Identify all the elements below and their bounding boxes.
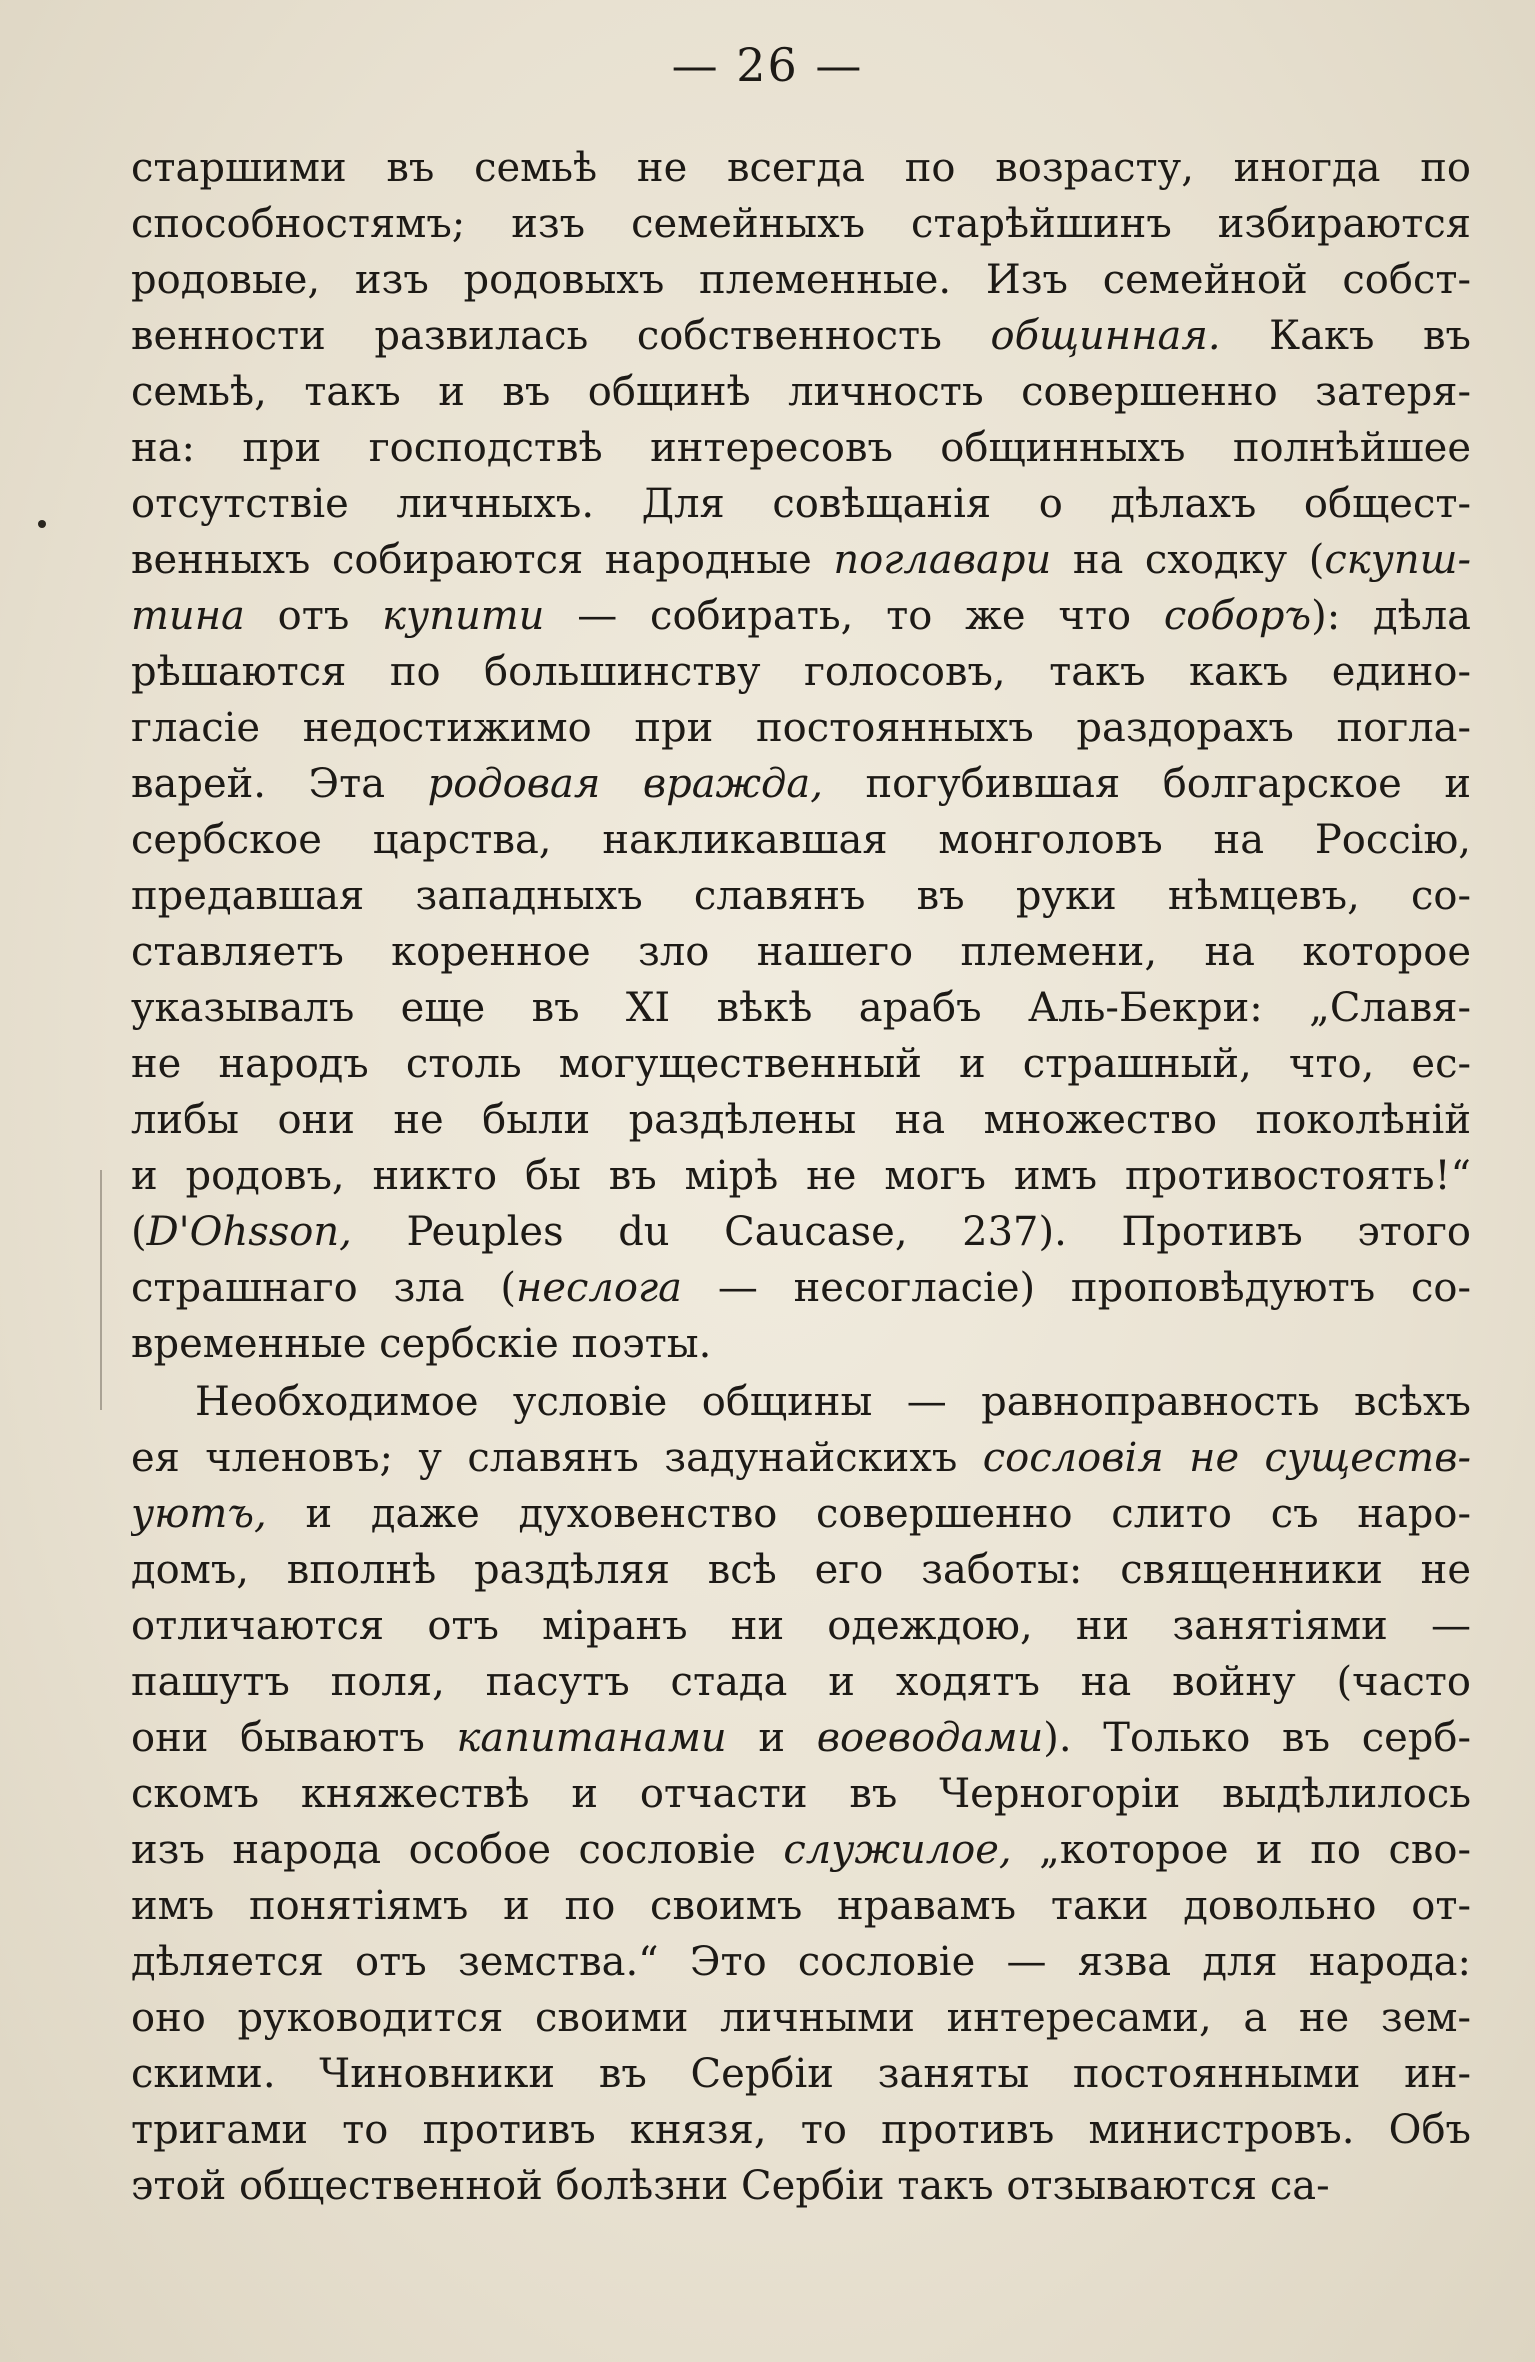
text-run: временные сербскіе поэты. xyxy=(131,1321,712,1367)
margin-pencil-line xyxy=(100,1170,102,1410)
text-line xyxy=(131,1486,1471,1542)
text-run: старшими въ семьѣ не всегда по возрасту, иногда по xyxy=(131,145,1471,191)
page-number: — 26 — xyxy=(671,38,864,92)
italic-text: уютъ, xyxy=(131,1491,267,1537)
text-run: Peuples du Caucase, 237). Противъ этого xyxy=(351,1209,1471,1255)
text-run: ). Только въ серб- xyxy=(1043,1715,1471,1761)
text-line xyxy=(131,1374,1471,1430)
text-run: предавшая западныхъ славянъ въ руки нѣмцевъ, со- xyxy=(131,873,1471,919)
text-line xyxy=(131,1878,1471,1934)
text-run: имъ понятіямъ и по своимъ нравамъ таки довольно от- xyxy=(131,1883,1471,1929)
text-line xyxy=(131,980,1471,1036)
text-run: и родовъ, никто бы въ мірѣ не могъ имъ противостоять!“ xyxy=(131,1153,1471,1199)
italic-text: тина xyxy=(131,593,245,639)
text-run: пашутъ поля, пасутъ стада и ходятъ на войну (часто xyxy=(131,1659,1471,1705)
text-run: венности развилась собственность xyxy=(131,313,991,359)
text-run: не народъ столь могущественный и страшный, что, ес- xyxy=(131,1041,1471,1087)
text-run: гласіе недостижимо при постоянныхъ раздорахъ погла- xyxy=(131,705,1471,751)
text-line xyxy=(131,644,1471,700)
italic-text: служилое, xyxy=(783,1827,1012,1873)
italic-text: сословія не существ- xyxy=(982,1435,1471,1481)
text-run: — собирать, то же что xyxy=(544,593,1164,639)
text-line xyxy=(131,1822,1471,1878)
text-run: варей. Эта xyxy=(131,761,428,807)
paragraph-2 xyxy=(131,1374,1471,2214)
text-line xyxy=(131,2046,1471,2102)
text-run: на сходку ( xyxy=(1051,537,1325,583)
text-run: отсутствіе личныхъ. Для совѣщанія о дѣлахъ общест- xyxy=(131,481,1471,527)
text-run: на: при господствѣ интересовъ общинныхъ полнѣйшее xyxy=(131,425,1471,471)
text-run: „которое и по сво- xyxy=(1011,1827,1471,1873)
italic-text: скупш- xyxy=(1324,537,1471,583)
text-line xyxy=(131,924,1471,980)
text-run: тригами то противъ князя, то противъ министровъ. Объ xyxy=(131,2107,1471,2153)
text-line xyxy=(131,420,1471,476)
margin-dot xyxy=(38,520,46,528)
italic-text: поглавари xyxy=(833,537,1052,583)
italic-text: родовая вражда, xyxy=(427,761,823,807)
text-line xyxy=(131,1092,1471,1148)
text-line xyxy=(131,1598,1471,1654)
text-run: и xyxy=(726,1715,817,1761)
text-run: этой общественной болѣзни Сербіи такъ отзываются са- xyxy=(131,2163,1330,2209)
text-line xyxy=(131,1430,1471,1486)
text-line xyxy=(131,196,1471,252)
text-run: домъ, вполнѣ раздѣляя всѣ его заботы: священники не xyxy=(131,1547,1471,1593)
text-line xyxy=(131,252,1471,308)
text-run: изъ народа особое сословіе xyxy=(131,1827,784,1873)
text-run: погубившая болгарское и xyxy=(822,761,1471,807)
text-line xyxy=(131,2158,1471,2214)
text-run: и даже духовенство совершенно слито съ наро- xyxy=(266,1491,1471,1537)
text-run: сербское царства, накликавшая монголовъ на Россію, xyxy=(131,817,1471,863)
text-line xyxy=(131,1766,1471,1822)
text-line xyxy=(131,1316,1471,1372)
italic-text: купити xyxy=(382,593,545,639)
text-run: оно руководится своими личными интересами, а не зем- xyxy=(131,1995,1471,2041)
text-run: способностямъ; изъ семейныхъ старѣйшинъ избираются xyxy=(131,201,1471,247)
text-line xyxy=(131,308,1471,364)
text-line xyxy=(131,1710,1471,1766)
text-run: венныхъ собираются народные xyxy=(131,537,834,583)
text-run: ): дѣла xyxy=(1311,593,1471,639)
text-run: рѣшаются по большинству голосовъ, такъ какъ едино- xyxy=(131,649,1471,695)
text-run: либы они не были раздѣлены на множество поколѣній xyxy=(131,1097,1471,1143)
text-run: Необходимое условіе общины — равноправность всѣхъ xyxy=(195,1379,1471,1425)
text-line xyxy=(131,1260,1471,1316)
text-line xyxy=(131,1542,1471,1598)
text-run: указывалъ еще въ XI вѣкѣ арабъ Аль-Бекри: „Славя- xyxy=(131,985,1471,1031)
text-run: ставляетъ коренное зло нашего племени, на которое xyxy=(131,929,1471,975)
text-run: они бываютъ xyxy=(131,1715,457,1761)
text-line xyxy=(131,700,1471,756)
text-line xyxy=(131,1934,1471,1990)
italic-text: D'Ohsson, xyxy=(146,1209,352,1255)
text-run: родовые, изъ родовыхъ племенные. Изъ семейной собст- xyxy=(131,257,1471,303)
text-run: страшнаго зла ( xyxy=(131,1265,516,1311)
text-run: дѣляется отъ земства.“ Это сословіе — язва для народа: xyxy=(131,1939,1471,1985)
text-run: скими. Чиновники въ Сербіи заняты постоянными ин- xyxy=(131,2051,1471,2097)
text-run: скомъ княжествѣ и отчасти въ Черногоріи выдѣлилось xyxy=(131,1771,1471,1817)
text-line xyxy=(131,1036,1471,1092)
text-line xyxy=(131,812,1471,868)
text-run: ея членовъ; у славянъ задунайскихъ xyxy=(131,1435,983,1481)
italic-text: капитанами xyxy=(456,1715,727,1761)
text-line xyxy=(131,1204,1471,1260)
text-line xyxy=(131,1990,1471,2046)
text-line xyxy=(131,868,1471,924)
text-line xyxy=(131,2102,1471,2158)
text-run: отличаются отъ міранъ ни одеждою, ни занятіями — xyxy=(131,1603,1471,1649)
text-run: семьѣ, такъ и въ общинѣ личность совершенно затеря- xyxy=(131,369,1471,415)
text-line xyxy=(131,588,1471,644)
text-line xyxy=(131,756,1471,812)
text-line xyxy=(131,476,1471,532)
italic-text: воеводами xyxy=(816,1715,1044,1761)
text-run: ( xyxy=(131,1209,147,1255)
text-run: отъ xyxy=(244,593,383,639)
paragraph-1 xyxy=(131,140,1471,1372)
text-run: Какъ въ xyxy=(1220,313,1471,359)
italic-text: общинная. xyxy=(990,313,1221,359)
text-line xyxy=(131,364,1471,420)
text-line xyxy=(131,1654,1471,1710)
text-run: — несогласіе) проповѣдуютъ со- xyxy=(682,1265,1471,1311)
italic-text: неслога xyxy=(515,1265,683,1311)
text-line xyxy=(131,1148,1471,1204)
text-line xyxy=(131,532,1471,588)
text-line xyxy=(131,140,1471,196)
italic-text: соборъ xyxy=(1163,593,1312,639)
